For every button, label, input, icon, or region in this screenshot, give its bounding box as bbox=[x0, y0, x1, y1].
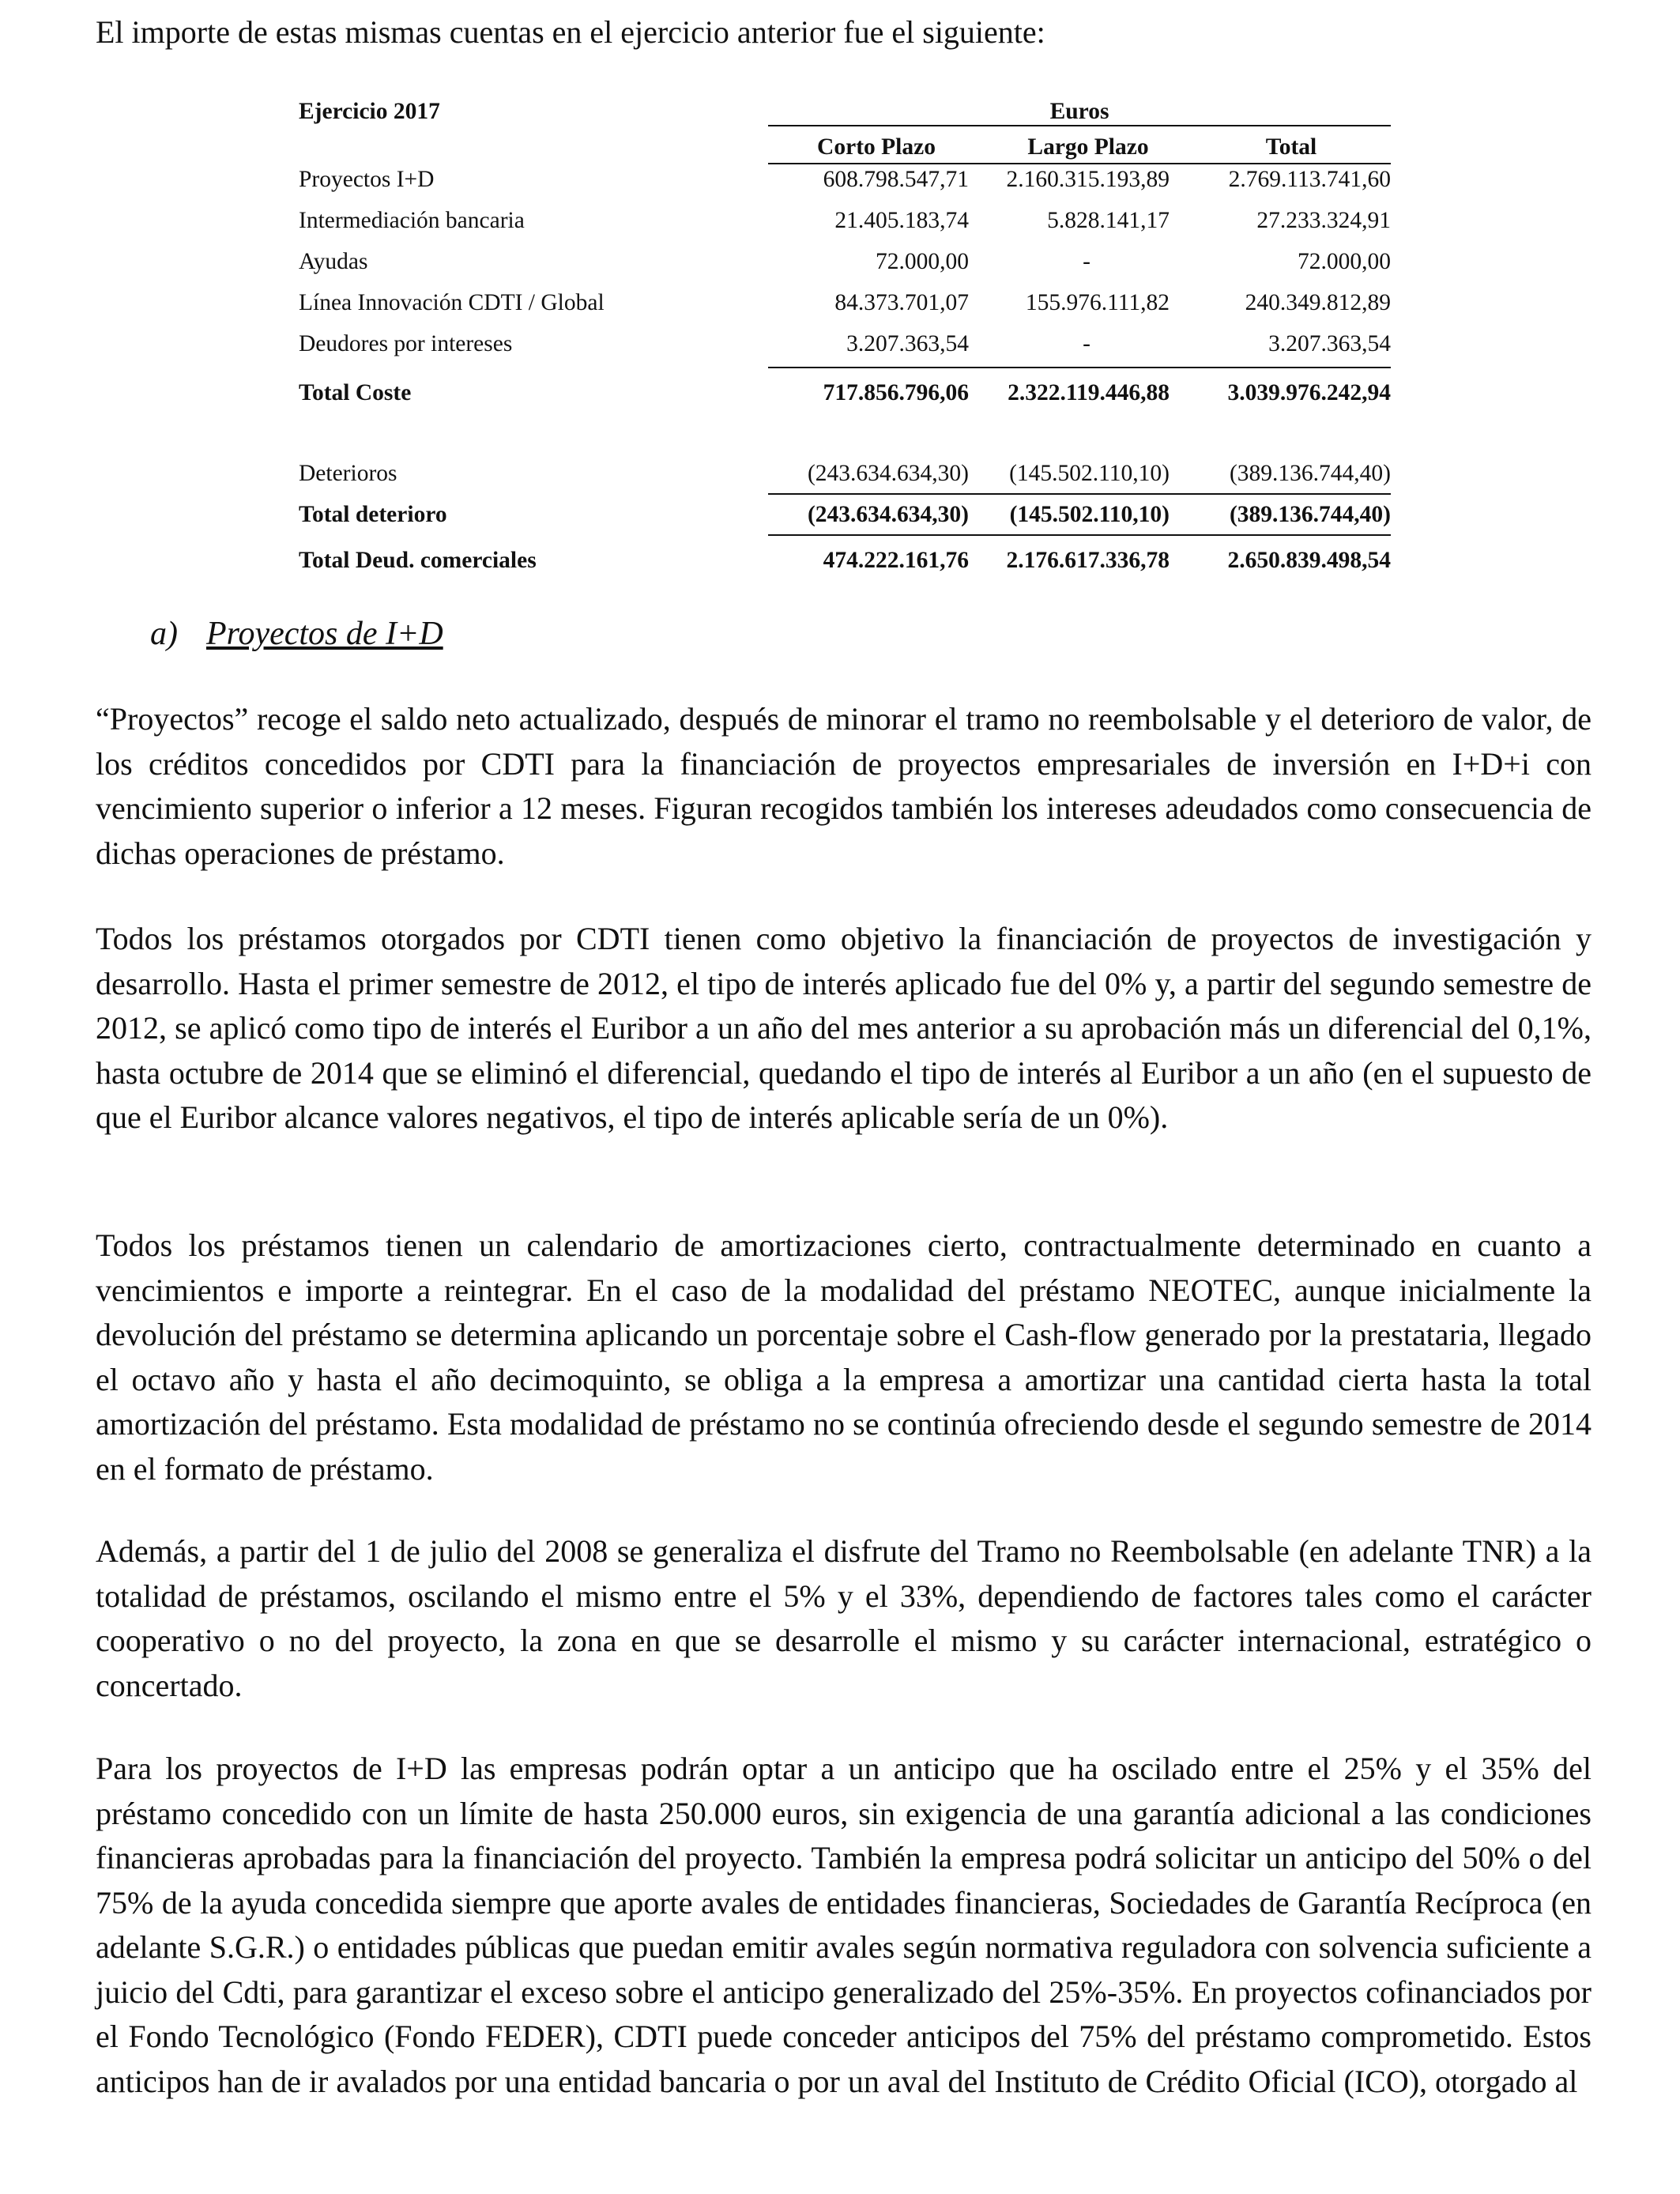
cell-total: 3.207.363,54 bbox=[1268, 331, 1391, 356]
row-label: Ayudas bbox=[299, 249, 368, 274]
cell-total: 27.233.324,91 bbox=[1256, 208, 1391, 233]
cell-cp: 474.222.161,76 bbox=[823, 548, 969, 573]
cell-total: 72.000,00 bbox=[1298, 249, 1391, 274]
header-rule bbox=[768, 125, 1391, 126]
table-row bbox=[299, 285, 1399, 321]
row-label: Intermediación bancaria bbox=[299, 208, 525, 233]
section-title: Proyectos de I+D bbox=[206, 616, 443, 652]
cell-lp: 2.160.315.193,89 bbox=[1006, 167, 1170, 192]
cell-cp: 608.798.547,71 bbox=[823, 167, 969, 192]
header-total: Total bbox=[1265, 134, 1317, 160]
cell-cp: 21.405.183,74 bbox=[834, 208, 969, 233]
table-row bbox=[299, 243, 1399, 280]
cell-cp: 717.856.796,06 bbox=[823, 380, 969, 405]
row-label: Línea Innovación CDTI / Global bbox=[299, 290, 605, 315]
intro-text: El importe de estas mismas cuentas en el ejercicio anterior fue el siguiente: bbox=[96, 14, 1045, 50]
header-largo-plazo: Largo Plazo bbox=[1027, 134, 1149, 160]
body-paragraph: Todos los préstamos otorgados por CDTI tienen como objetivo la financiación de proyectos de investigación y desarrollo. Hasta el primer semestre de 2012, el tipo de interés aplicado fue del 0% y, a partir del segundo semestre de 2012, se aplicó como tipo de interés el Euribor a un año del mes anterior a su aprobación más un diferencial del 0,1%, hasta octubre de 2014 que se eliminó el diferencial, quedando el tipo de interés al Euribor a un año (en el supuesto de que el Euribor alcance valores negativos, el tipo de interés aplicable sería de un 0%). bbox=[96, 921, 1591, 1135]
row-label: Total Coste bbox=[299, 380, 412, 405]
cell-total: 240.349.812,89 bbox=[1245, 290, 1391, 315]
section-letter: a) bbox=[150, 616, 178, 652]
cell-lp: - bbox=[1083, 331, 1090, 356]
cell-lp: 155.976.111,82 bbox=[1025, 290, 1170, 315]
cell-total: 2.650.839.498,54 bbox=[1227, 548, 1391, 573]
cell-cp: 3.207.363,54 bbox=[846, 331, 969, 356]
cell-lp: 5.828.141,17 bbox=[1047, 208, 1170, 233]
cell-lp: 2.322.119.446,88 bbox=[1008, 380, 1170, 405]
section-heading bbox=[150, 612, 443, 656]
body-paragraph: Además, a partir del 1 de julio del 2008 se generaliza el disfrute del Tramo no Reembolsable (en adelante TNR) a la totalidad de préstamos, oscilando el mismo entre el 5% y el 33%, dependiendo de factores tales como el carácter cooperativo o no del proyecto, la zona en que se desarrolle el mismo y su carácter internacional, estratégico o concertado. bbox=[96, 1533, 1591, 1703]
body-paragraph: “Proyectos” recoge el saldo neto actualizado, después de minorar el tramo no reembolsable y el deterioro de valor, de los créditos concedidos por CDTI para la financiación de proyectos empresariales de inversión en I+D+i con vencimiento superior o inferior a 12 meses. Figuran recogidos también los intereses adeudados como consecuencia de dichas operaciones de préstamo. bbox=[96, 701, 1591, 871]
cell-cp: (243.634.634,30) bbox=[807, 502, 969, 527]
cell-lp: (145.502.110,10) bbox=[1009, 461, 1170, 486]
deterioros-rule bbox=[768, 493, 1391, 495]
header-corto-plazo: Corto Plazo bbox=[817, 134, 936, 160]
cell-cp: 84.373.701,07 bbox=[834, 290, 969, 315]
cell-total: (389.136.744,40) bbox=[1229, 502, 1391, 527]
cell-cp: (243.634.634,30) bbox=[807, 461, 969, 486]
cell-total: 3.039.976.242,94 bbox=[1227, 380, 1391, 405]
body-paragraph: Para los proyectos de I+D las empresas podrán optar a un anticipo que ha oscilado entre el 25% y el 35% del préstamo concedido con un límite de hasta 250.000 euros, sin exigencia de una garantía adicional a las condiciones financieras aprobadas para la financiación del proyecto. También la empresa podrá solicitar un anticipo del 50% o del 75% de la ayuda concedida siempre que aporte avales de entidades financieras, Sociedades de Garantía Recíproca (en adelante S.G.R.) o entidades públicas que puedan emitir avales según normativa reguladora con solvencia suficiente a juicio del Cdti, para garantizar el exceso sobre el anticipo generalizado del 25%-35%. En proyectos cofinanciados por el Fondo Tecnológico (Fondo FEDER), CDTI puede conceder anticipos del 75% del préstamo comprometido. Estos anticipos han de ir avalados por una entidad bancaria o por un aval del Instituto de Crédito Oficial (ICO), otorgado al bbox=[96, 1751, 1591, 2099]
total-coste-rule bbox=[768, 367, 1391, 368]
row-label: Total deterioro bbox=[299, 502, 447, 527]
cell-cp: 72.000,00 bbox=[876, 249, 969, 274]
row-label: Deterioros bbox=[299, 461, 397, 486]
row-label: Proyectos I+D bbox=[299, 167, 435, 192]
cell-lp: 2.176.617.336,78 bbox=[1006, 548, 1170, 573]
total-deterioro-rule bbox=[768, 534, 1391, 536]
row-label: Deudores por intereses bbox=[299, 331, 513, 356]
body-paragraph: Todos los préstamos tienen un calendario de amortizaciones cierto, contractualmente determinado en cuanto a vencimientos e importe a reintegrar. En el caso de la modalidad del préstamo NEOTEC, aunque inicialmente la devolución del préstamo se determina aplicando un porcentaje sobre el Cash-flow generado por la prestataria, llegado el octavo año y hasta el año decimoquinto, se obliga a la empresa a amortizar una cantidad cierta hasta la total amortización del préstamo. Esta modalidad de préstamo no se continúa ofreciendo desde el segundo semestre de 2014 en el formato de préstamo. bbox=[96, 1227, 1591, 1487]
currency-label: Euros bbox=[1049, 99, 1109, 124]
column-headers-row bbox=[299, 129, 1399, 165]
table-row bbox=[299, 326, 1399, 362]
total-deterioro-row bbox=[299, 496, 1399, 533]
table-row bbox=[299, 161, 1399, 198]
cell-total: (389.136.744,40) bbox=[1229, 461, 1391, 486]
cell-lp: - bbox=[1083, 249, 1090, 274]
cell-lp: (145.502.110,10) bbox=[1009, 502, 1170, 527]
table-row bbox=[299, 202, 1399, 239]
cell-total: 2.769.113.741,60 bbox=[1228, 167, 1391, 192]
total-deud-row bbox=[299, 542, 1399, 579]
row-label: Total Deud. comerciales bbox=[299, 548, 537, 573]
total-coste-row bbox=[299, 375, 1399, 411]
year-label: Ejercicio 2017 bbox=[299, 99, 440, 124]
deterioros-row bbox=[299, 455, 1399, 492]
